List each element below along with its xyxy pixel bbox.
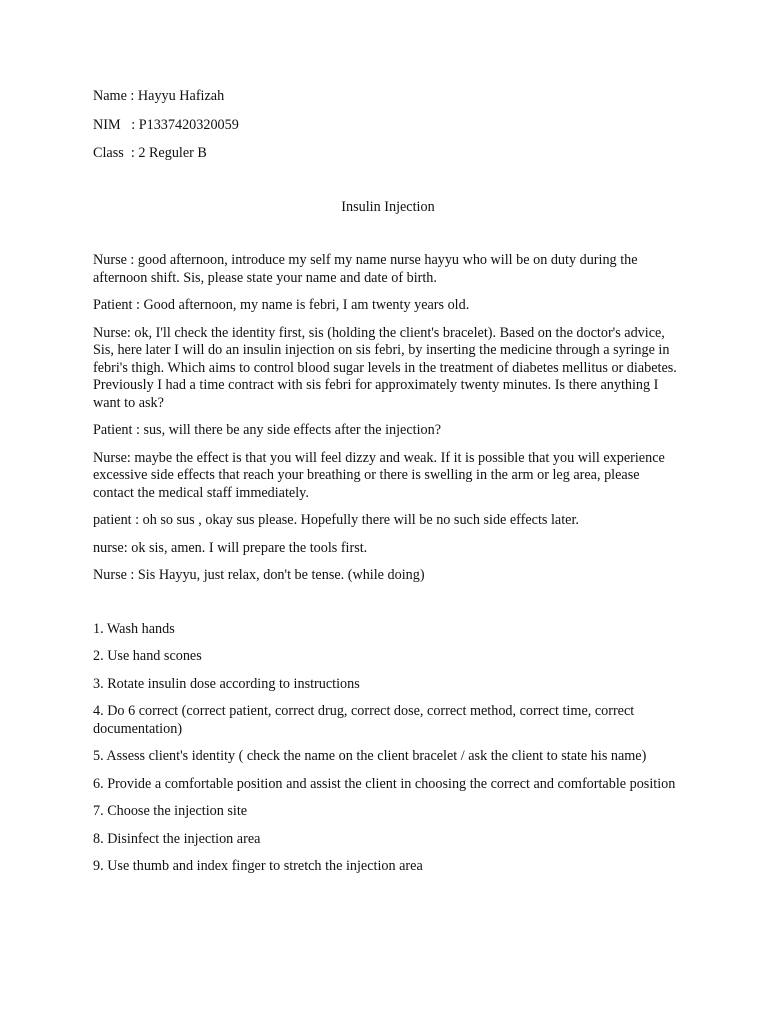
procedure-step: 2. Use hand scones (93, 648, 202, 664)
document-content (93, 88, 683, 886)
dialogue-paragraph: Nurse: maybe the effect is that you will feel dizzy and weak. If it is possible that you will experience excessive side effects that reach your breathing or there is swelling in the arm or leg area, please contact the medical staff immediately. (93, 449, 665, 501)
dialogue-paragraph: Nurse : Sis Hayyu, just relax, don't be tense. (while doing) (93, 567, 425, 583)
dialogue-paragraph: patient : oh so sus , okay sus please. Hopefully there will be no such side effects later. (93, 512, 579, 528)
name-line: Name : Hayyu Hafizah (93, 88, 225, 104)
dialogue (93, 252, 683, 585)
dialogue-paragraph: Nurse : good afternoon, introduce my self my name nurse hayyu who will be on duty during the afternoon shift. Sis, please state your name and date of birth. (93, 252, 638, 286)
procedure-steps (93, 621, 683, 876)
procedure-step: 7. Choose the injection site (93, 803, 248, 819)
procedure-step: 9. Use thumb and index finger to stretch the injection area (93, 858, 423, 874)
procedure-step: 6. Provide a comfortable position and assist the client in choosing the correct and comfortable position (93, 775, 676, 792)
class-line: Class : 2 Reguler B (93, 145, 207, 161)
dialogue-paragraph: Patient : sus, will there be any side effects after the injection? (93, 422, 442, 438)
nim-line: NIM : P1337420320059 (93, 116, 239, 133)
dialogue-paragraph: Patient : Good afternoon, my name is febri, I am twenty years old. (93, 297, 470, 313)
dialogue-paragraph: nurse: ok sis, amen. I will prepare the tools first. (93, 539, 368, 556)
document-title: Insulin Injection (341, 198, 435, 215)
procedure-step: 5. Assess client's identity ( check the name on the client bracelet / ask the client to state his name) (93, 748, 647, 764)
dialogue-paragraph: Nurse: ok, I'll check the identity first, sis (holding the client's bracelet). Based on the doctor's advice, Sis, here later I will do an insulin injection on sis febri, by inserting the medicine through a syringe in febri's thigh. Which aims to control blood sugar levels in the treatment of diabetes mellitus or diabetes. Previously I had a time contract with sis febri for approximately twenty minutes. Is there anything I want to ask? (93, 324, 677, 411)
procedure-step: 4. Do 6 correct (correct patient, correct drug, correct dose, correct method, correct time, correct documentation) (93, 703, 635, 737)
procedure-step: 1. Wash hands (93, 620, 175, 637)
procedure-step: 3. Rotate insulin dose according to instructions (93, 675, 360, 692)
procedure-step: 8. Disinfect the injection area (93, 830, 261, 847)
student-info (93, 88, 683, 163)
